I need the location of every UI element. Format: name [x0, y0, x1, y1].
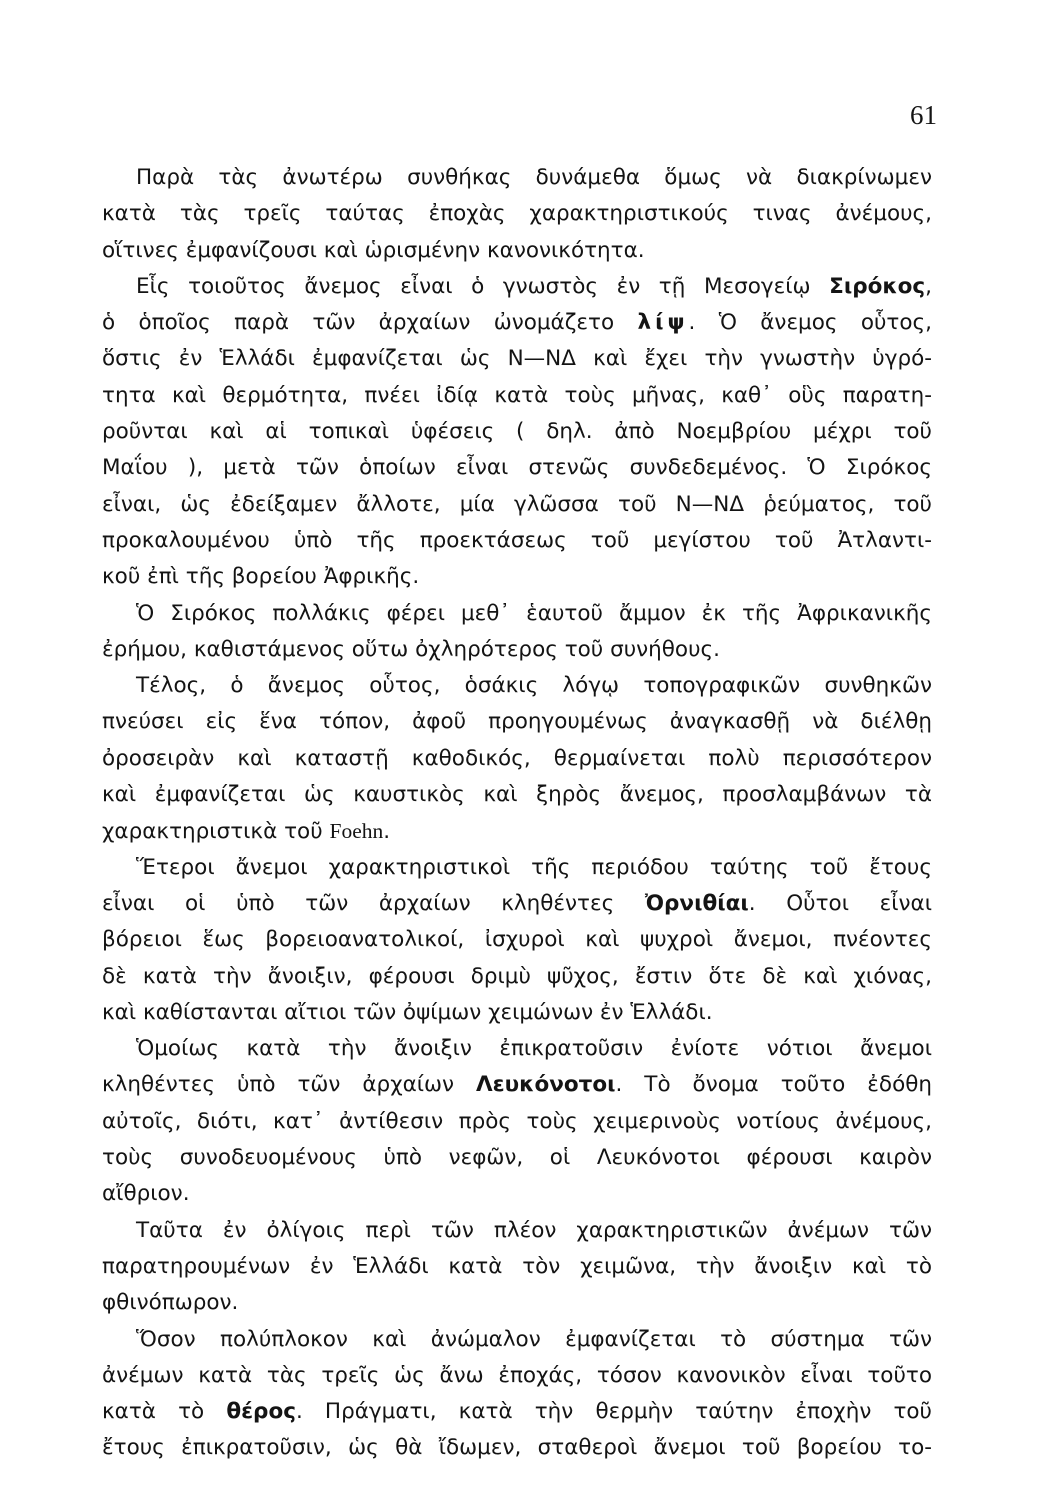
text-line — [102, 1430, 932, 1466]
text-line — [102, 160, 932, 196]
text-line — [102, 959, 932, 995]
text-segment: . Ὁ ἄνεμος οὗτος, — [688, 310, 932, 336]
text-segment: . Οὗτοι εἶναι — [748, 890, 932, 916]
text-line — [102, 196, 932, 232]
text-segment: , — [925, 273, 932, 299]
text-segment: Ὅσον πολύπλοκον καὶ ἀνώμαλον ἐμφανίζεται τὸ σύστημα τῶν — [136, 1326, 932, 1352]
text-line — [102, 305, 932, 341]
text-line — [102, 1394, 932, 1430]
bold-term: Ὀρνιθίαι — [644, 890, 749, 916]
bold-term: Σιρόκος — [829, 273, 926, 299]
text-line — [102, 886, 932, 922]
text-line — [102, 1031, 932, 1067]
bold-term: θέρος — [226, 1399, 296, 1425]
text-line — [102, 995, 932, 1031]
text-segment: ἔτους ἐπικρατοῦσιν, ὡς θὰ ἴδωμεν, σταθεροὶ ἄνεμοι τοῦ βορείου το- — [102, 1435, 932, 1461]
text-line — [102, 1213, 932, 1249]
text-line — [102, 269, 932, 305]
text-segment: Foehn — [329, 819, 384, 844]
text-segment: εἶναι, ὡς ἐδείξαμεν ἄλλοτε, μία γλῶσσα τοῦ Ν—ΝΔ ῥεύματος, τοῦ — [102, 491, 932, 517]
text-segment: καὶ καθίστανται αἴτιοι τῶν ὀψίμων χειμώνων ἐν Ἑλλάδι. — [102, 999, 713, 1025]
document-body — [102, 160, 932, 1467]
text-segment: ροῦνται καὶ αἱ τοπικαὶ ὑφέσεις ( δηλ. ἀπὸ Νοεμβρίου μέχρι τοῦ — [102, 419, 932, 445]
text-segment: Ταῦτα ἐν ὀλίγοις περὶ τῶν πλέον χαρακτηριστικῶν ἀνέμων τῶν — [136, 1217, 932, 1243]
text-segment: . Πράγματι, κατὰ τὴν θερμὴν ταύτην ἐποχὴν τοῦ — [295, 1399, 932, 1425]
text-line — [102, 850, 932, 886]
text-line — [102, 1176, 932, 1212]
text-line — [102, 1358, 932, 1394]
text-segment: . — [383, 819, 391, 845]
text-segment: πνεύσει εἰς ἕνα τόπον, ἀφοῦ προηγουμένως ἀναγκασθῇ νὰ διέλθῃ — [102, 709, 932, 735]
text-segment: οἵτινες ἐμφανίζουσι καὶ ὡρισμένην κανονικότητα. — [102, 237, 645, 263]
text-segment: εἶναι οἱ ὑπὸ τῶν ἀρχαίων κληθέντες — [102, 890, 645, 916]
text-line — [102, 632, 932, 668]
text-segment: αἴθριον. — [102, 1181, 190, 1207]
text-line — [102, 523, 932, 559]
text-segment: καὶ ἐμφανίζεται ὡς καυστικὸς καὶ ξηρὸς ἄνεμος, προσλαμβάνων τὰ — [102, 782, 932, 808]
text-segment: κληθέντες ὑπὸ τῶν ἀρχαίων — [102, 1072, 477, 1098]
text-line — [102, 741, 932, 777]
text-line — [102, 1249, 932, 1285]
text-segment: ὀροσειρὰν καὶ καταστῇ καθοδικός, θερμαίνεται πολὺ περισσότερον — [102, 745, 932, 771]
page-number: 61 — [910, 100, 937, 130]
text-segment: χαρακτηριστικὰ τοῦ — [102, 819, 330, 845]
text-line — [102, 450, 932, 486]
text-line — [102, 233, 932, 269]
text-segment: Εἷς τοιοῦτος ἄνεμος εἶναι ὁ γνωστὸς ἐν τῇ Μεσογείῳ — [136, 273, 830, 299]
text-segment: κατὰ τὸ — [102, 1399, 227, 1425]
text-line — [102, 341, 932, 377]
text-segment: τοὺς συνοδευομένους ὑπὸ νεφῶν, οἱ Λευκόνοτοι φέρουσι καιρὸν — [102, 1145, 932, 1171]
text-segment: ὁ ὁποῖος παρὰ τῶν ἀρχαίων ὠνομάζετο — [102, 310, 638, 336]
text-line — [102, 414, 932, 450]
bold-term: λίψ — [637, 310, 689, 336]
text-segment: φθινόπωρον. — [102, 1290, 239, 1316]
text-line — [102, 378, 932, 414]
text-line — [102, 487, 932, 523]
text-segment: Ὁμοίως κατὰ τὴν ἄνοιξιν ἐπικρατοῦσιν ἐνίοτε νότιοι ἄνεμοι — [136, 1036, 932, 1062]
text-line — [102, 559, 932, 595]
text-segment: ὅστις ἐν Ἑλλάδι ἐμφανίζεται ὡς Ν—ΝΔ καὶ ἔχει τὴν γνωστὴν ὑγρό- — [102, 346, 932, 372]
text-line — [102, 596, 932, 632]
text-segment: ἐρήμου, καθιστάμενος οὕτω ὀχληρότερος τοῦ συνήθους. — [102, 636, 720, 662]
text-segment: Ἕτεροι ἄνεμοι χαρακτηριστικοὶ τῆς περιόδου ταύτης τοῦ ἔτους — [136, 854, 932, 880]
text-segment: αὐτοῖς, διότι, κατ᾽ ἀντίθεσιν πρὸς τοὺς χειμερινοὺς νοτίους ἀνέμους, — [102, 1108, 932, 1134]
text-segment: Παρὰ τὰς ἀνωτέρω συνθήκας δυνάμεθα ὅμως νὰ διακρίνωμεν — [136, 165, 932, 190]
bold-term: Λευκόνοτοι — [476, 1072, 616, 1098]
text-line — [102, 1067, 932, 1103]
text-segment: . Τὸ ὄνομα τοῦτο ἐδόθη — [615, 1072, 932, 1098]
text-segment: ἀνέμων κατὰ τὰς τρεῖς ὡς ἄνω ἐποχάς, τόσον κανονικὸν εἶναι τοῦτο — [102, 1362, 932, 1388]
text-segment: Μαΐου ), μετὰ τῶν ὁποίων εἶναι στενῶς συνδεδεμένος. Ὁ Σιρόκος — [102, 455, 932, 481]
text-segment: βόρειοι ἕως βορειοανατολικοί, ἰσχυροὶ καὶ ψυχροὶ ἄνεμοι, πνέοντες — [102, 927, 932, 953]
text-line — [102, 922, 932, 958]
text-segment: τητα καὶ θερμότητα, πνέει ἰδίᾳ κατὰ τοὺς μῆνας, καθ᾽ οὓς παρατη- — [102, 382, 932, 408]
text-line — [102, 777, 932, 813]
text-segment: Τέλος, ὁ ἄνεμος οὗτος, ὁσάκις λόγῳ τοπογραφικῶν συνθηκῶν — [136, 673, 932, 699]
text-line — [102, 1140, 932, 1176]
text-line — [102, 1322, 932, 1358]
text-line — [102, 1104, 932, 1140]
text-line — [102, 668, 932, 704]
text-segment: Ὁ Σιρόκος πολλάκις φέρει μεθ᾽ ἑαυτοῦ ἄμμον ἐκ τῆς Ἀφρικανικῆς — [136, 600, 932, 626]
text-segment: δὲ κατὰ τὴν ἄνοιξιν, φέρουσι δριμὺ ψῦχος, ἔστιν ὅτε δὲ καὶ χιόνας, — [102, 963, 932, 989]
text-line — [102, 1285, 932, 1321]
text-segment: κατὰ τὰς τρεῖς ταύτας ἐποχὰς χαρακτηριστικούς τινας ἀνέμους, — [102, 201, 932, 227]
text-segment: παρατηρουμένων ἐν Ἑλλάδι κατὰ τὸν χειμῶνα, τὴν ἄνοιξιν καὶ τὸ — [102, 1253, 932, 1279]
text-segment: προκαλουμένου ὑπὸ τῆς προεκτάσεως τοῦ μεγίστου τοῦ Ἀτλαντι- — [102, 527, 932, 553]
text-segment: κοῦ ἐπὶ τῆς βορείου Ἀφρικῆς. — [102, 564, 420, 590]
text-line — [102, 813, 932, 849]
text-line — [102, 704, 932, 740]
